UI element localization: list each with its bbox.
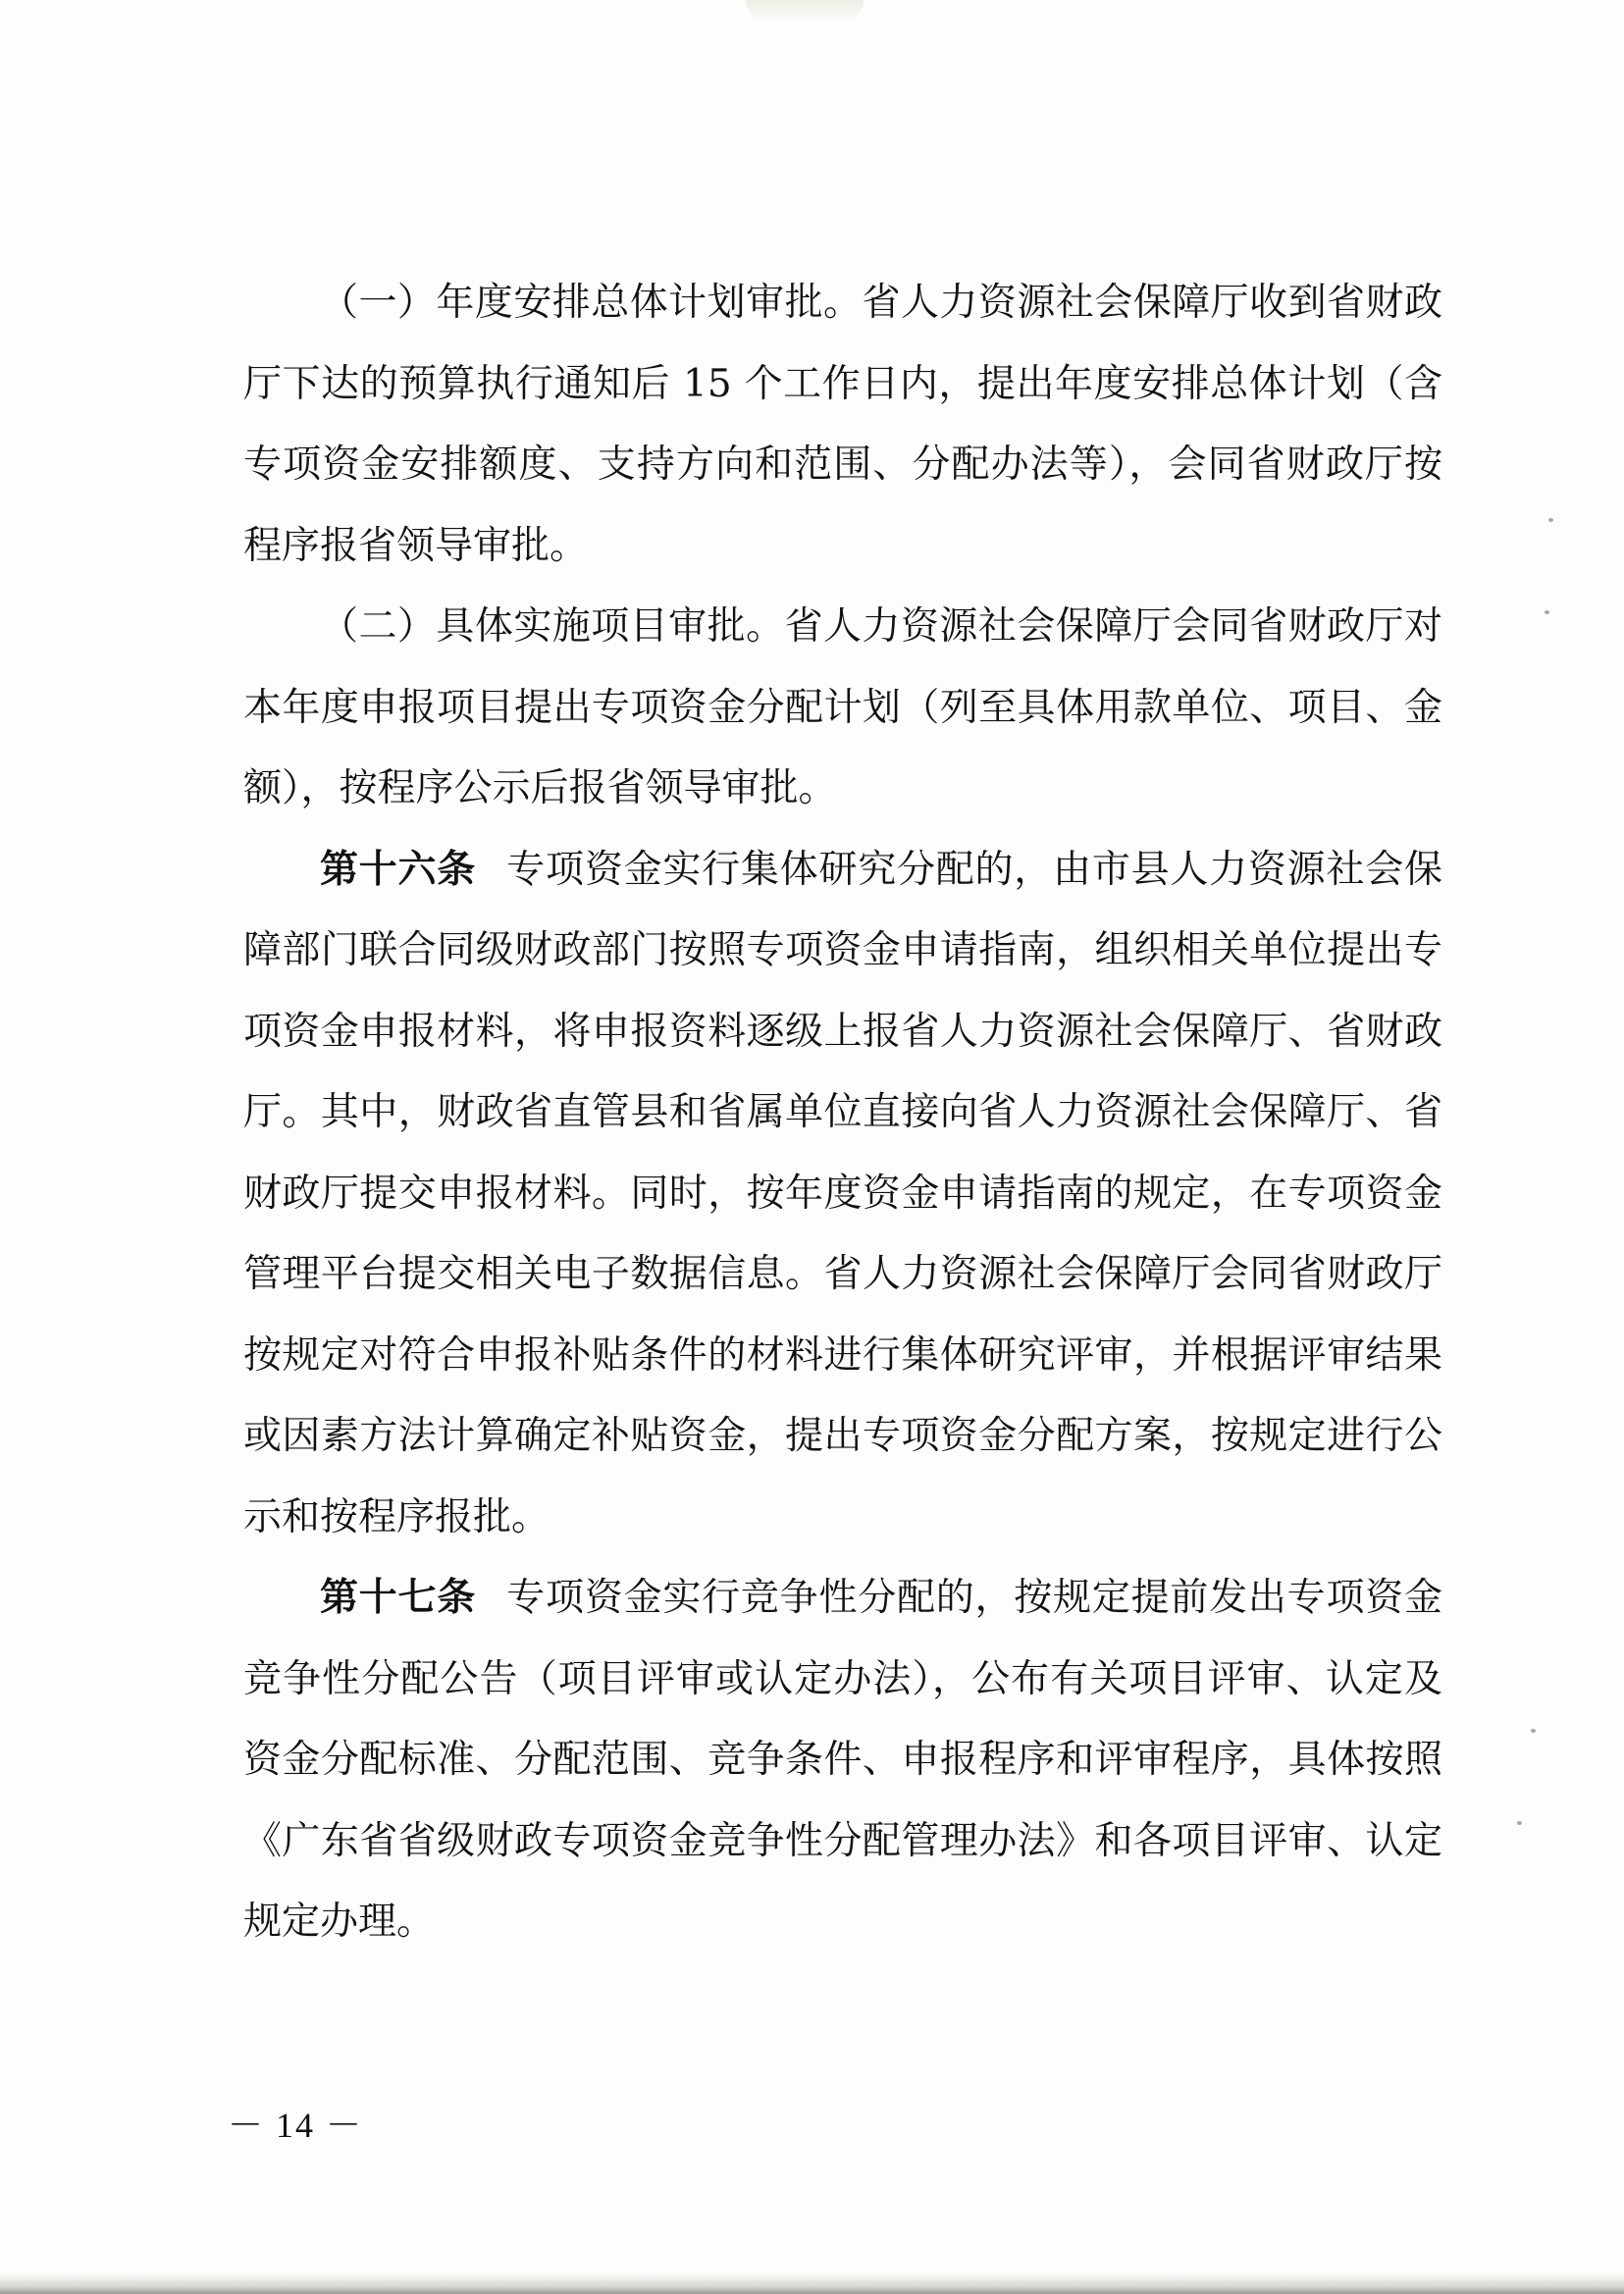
paragraph-article-17 xyxy=(243,1558,1442,1963)
paragraph-text: 专项资金实行集体研究分配的，由市县人力资源社会保障部门联合同级财政部门按照专项资金申请指南，组织相关单位提出专项资金申报材料，将申报资料逐级上报省人力资源社会保障厅、省财政厅。其中，财政省直管县和省属单位直接向省人力资源社会保障厅、省财政厅提交申报材料。同时，按年度资金申请指南的规定，在专项资金管理平台提交相关电子数据信息。省人力资源社会保障厅会同省财政厅按规定对符合申报补贴条件的材料进行集体研究评审，并根据评审结果或因素方法计算确定补贴资金，提出专项资金分配方案，按规定进行公示和按程序报批。 xyxy=(243,847,1442,1539)
paragraph-text: （二）具体实施项目审批。省人力资源社会保障厅会同省财政厅对本年度申报项目提出专项资金分配计划（列至具体用款单位、项目、金额），按程序公示后报省领导审批。 xyxy=(243,604,1442,810)
document-body xyxy=(243,263,1442,1963)
scan-shadow-bottom xyxy=(0,2272,1624,2294)
scan-speck xyxy=(1531,1729,1536,1733)
scan-speck xyxy=(1517,1821,1522,1825)
page-number: － 14 － xyxy=(228,2106,364,2145)
paragraph-item-1 xyxy=(243,263,1442,587)
article-heading: 第十六条 xyxy=(320,847,477,892)
scan-speck xyxy=(1548,518,1553,522)
article-heading: 第十七条 xyxy=(320,1576,477,1620)
paragraph-item-2 xyxy=(243,587,1442,830)
paragraph-text: 专项资金实行竞争性分配的，按规定提前发出专项资金竞争性分配公告（项目评审或认定办法），公布有关项目评审、认定及资金分配标准、分配范围、竞争条件、申报程序和评审程序，具体按照《广东省省级财政专项资金竞争性分配管理办法》和各项目评审、认定规定办理。 xyxy=(243,1576,1442,1944)
scan-speck xyxy=(1545,610,1549,614)
scan-shadow-top xyxy=(746,0,864,22)
paragraph-article-16 xyxy=(243,830,1442,1559)
paragraph-text: （一）年度安排总体计划审批。省人力资源社会保障厅收到省财政厅下达的预算执行通知后 15 个工作日内，提出年度安排总体计划（含专项资金安排额度、支持方向和范围、分配办法等），会同省财政厅按程序报省领导审批。 xyxy=(243,281,1442,568)
